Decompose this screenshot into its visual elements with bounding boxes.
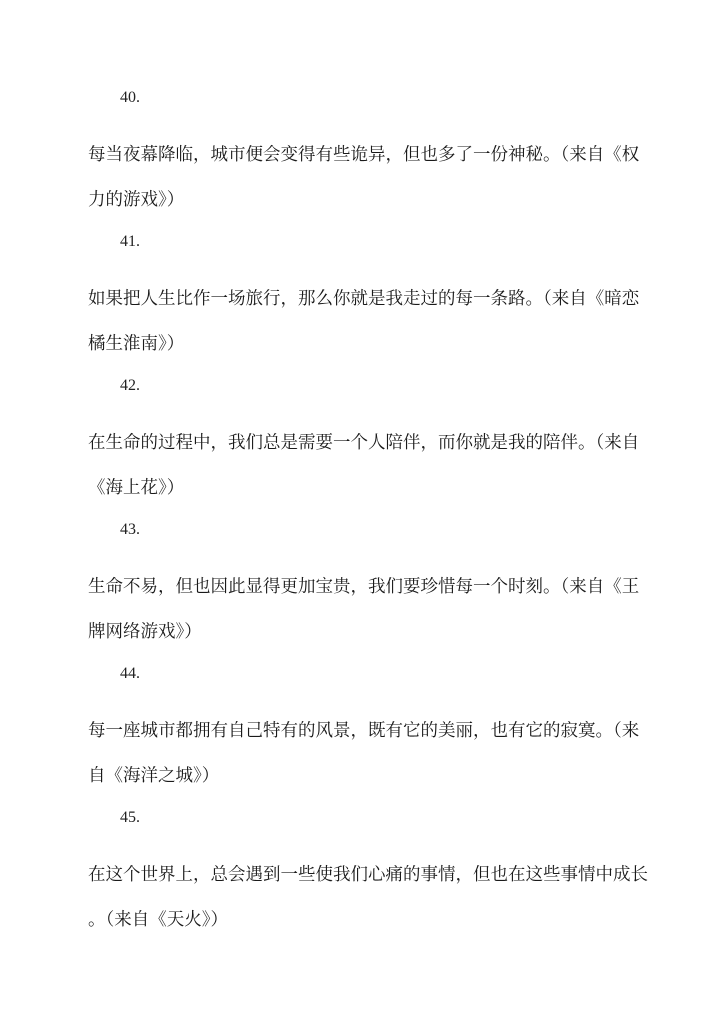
item-text	[88, 853, 648, 943]
list-item	[88, 232, 648, 367]
item-text-line: 《海上花》）	[88, 478, 185, 498]
item-number: 42.	[120, 377, 140, 394]
item-text-line: 每当夜幕降临，城市便会变得有些诡异，但也多了一份神秘。（来自《权	[88, 145, 640, 165]
item-text-line: 牌网络游戏》）	[88, 622, 202, 642]
list-item	[88, 88, 648, 223]
list-item	[88, 664, 648, 799]
item-text	[88, 421, 648, 511]
item-text-line: 每一座城市都拥有自己特有的风景，既有它的美丽，也有它的寂寞。（来	[88, 721, 640, 741]
item-text-line: 力的游戏》）	[88, 190, 185, 210]
item-text	[88, 709, 648, 799]
item-text-line: 。（来自《天火》）	[88, 910, 228, 930]
item-number: 41.	[120, 233, 140, 250]
list-item	[88, 376, 648, 511]
list-item	[88, 520, 648, 655]
item-number: 43.	[120, 521, 140, 538]
list-item	[88, 808, 648, 943]
item-text-line: 在生命的过程中，我们总是需要一个人陪伴，而你就是我的陪伴。（来自	[88, 433, 640, 453]
item-text-line: 橘生淮南》）	[88, 334, 185, 354]
item-number: 44.	[120, 665, 140, 682]
item-text	[88, 133, 648, 223]
item-text-line: 如果把人生比作一场旅行，那么你就是我走过的每一条路。（来自《暗恋	[88, 289, 640, 309]
item-number: 45.	[120, 809, 140, 826]
item-text	[88, 277, 648, 367]
item-text-line: 在这个世界上，总会遇到一些使我们心痛的事情，但也在这些事情中成长	[88, 865, 648, 885]
item-text	[88, 565, 648, 655]
item-text-line: 生命不易，但也因此显得更加宝贵，我们要珍惜每一个时刻。（来自《王	[88, 577, 640, 597]
item-number: 40.	[120, 89, 140, 106]
item-text-line: 自《海洋之城》）	[88, 766, 220, 786]
